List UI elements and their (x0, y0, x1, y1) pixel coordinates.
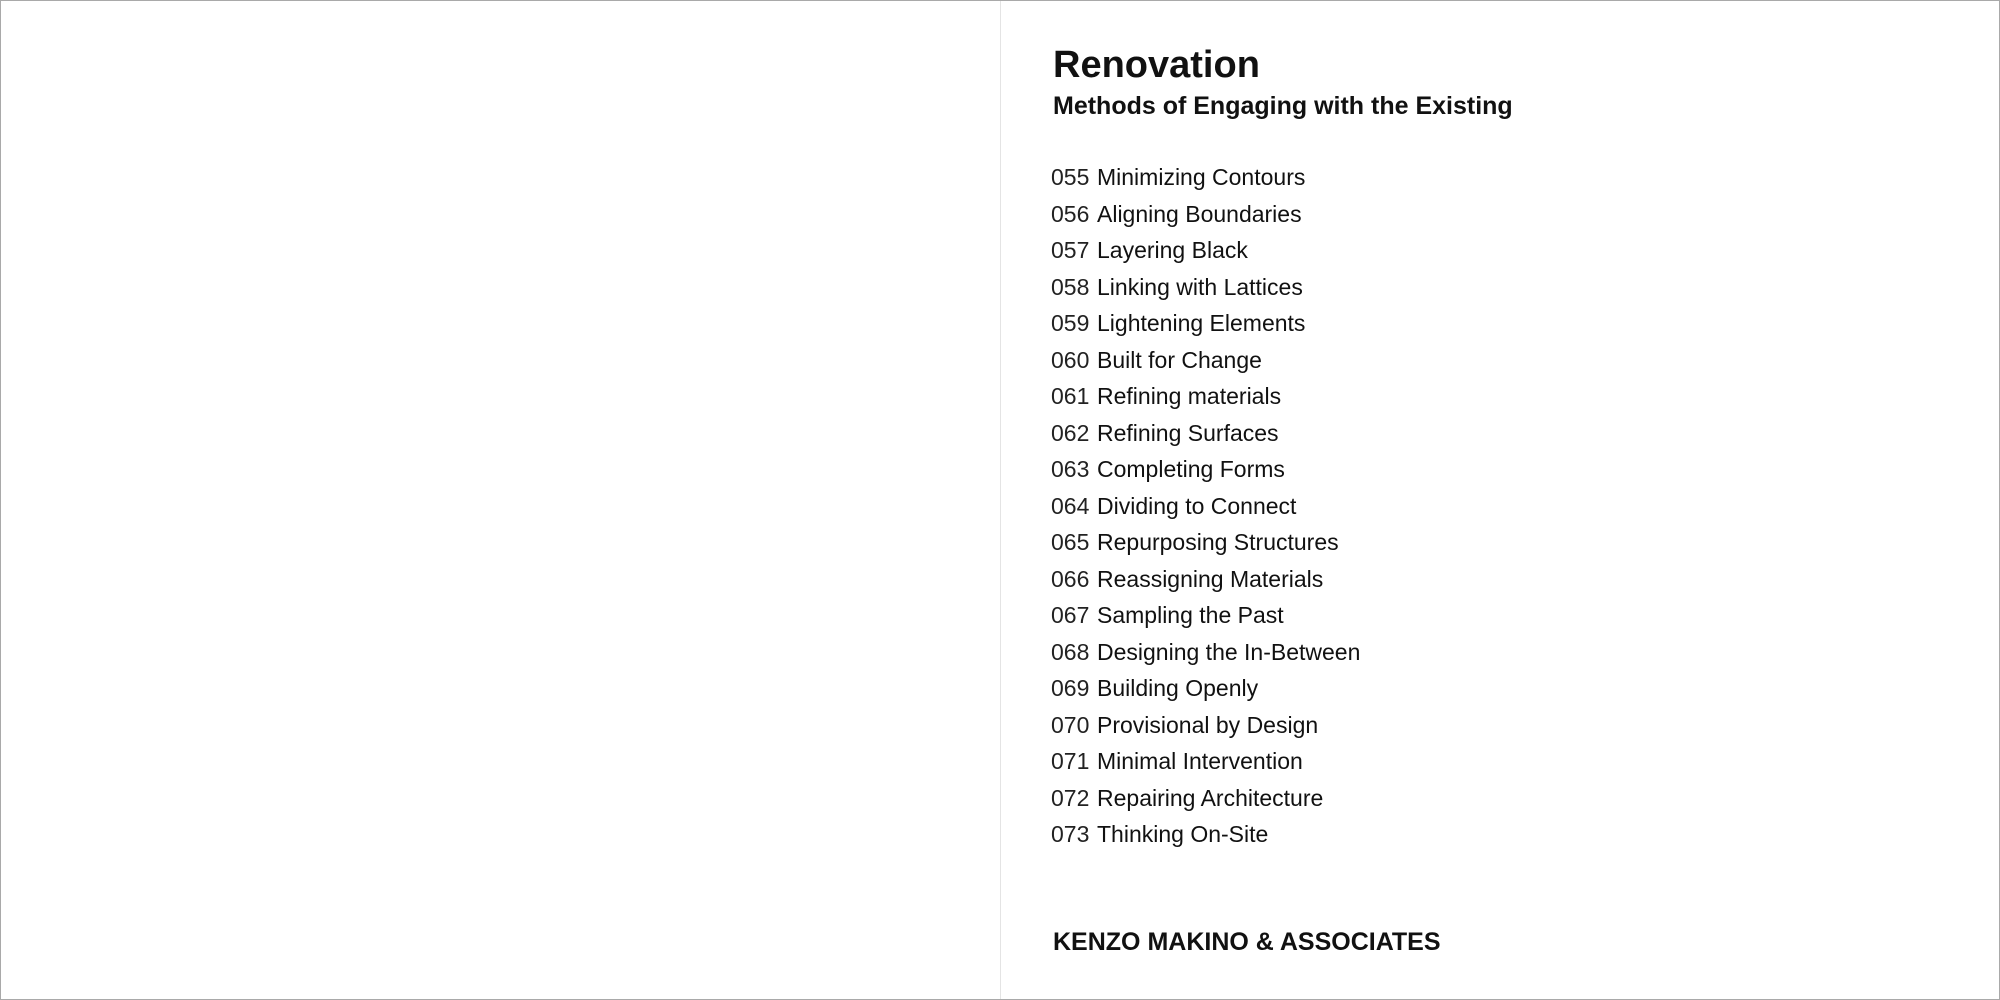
toc-item-label: Aligning Boundaries (1097, 200, 1302, 227)
toc-item (1051, 415, 1360, 452)
toc-item-label: Thinking On-Site (1097, 821, 1269, 847)
toc-item-number: 061 (1051, 383, 1090, 409)
toc-item-label: Repairing Architecture (1097, 784, 1324, 811)
toc-item (1051, 305, 1360, 342)
toc-item-label: Refining materials (1097, 383, 1282, 409)
toc-item-number: 069 (1051, 675, 1090, 701)
toc-item (1051, 634, 1360, 671)
toc-item-number: 060 (1051, 346, 1090, 373)
toc-item (1051, 670, 1360, 707)
toc-item-number: 056 (1051, 200, 1090, 227)
toc-item-number: 058 (1051, 273, 1090, 300)
book-title: Renovation (1053, 44, 1260, 86)
toc-item-label: Dividing to Connect (1097, 492, 1297, 519)
table-of-contents (1051, 159, 1360, 853)
toc-item (1051, 451, 1360, 488)
book-subtitle: Methods of Engaging with the Existing (1053, 92, 1513, 120)
toc-item (1051, 780, 1360, 817)
toc-item-label: Minimizing Contours (1097, 164, 1306, 190)
toc-item-label: Layering Black (1097, 237, 1248, 263)
publisher-name: KENZO MAKINO & ASSOCIATES (1053, 928, 1441, 956)
toc-item-label: Refining Surfaces (1097, 419, 1279, 446)
left-page-blank (1, 1, 1000, 999)
toc-item (1051, 378, 1360, 415)
toc-item (1051, 196, 1360, 233)
toc-item-label: Completing Forms (1097, 456, 1285, 482)
toc-item-label: Repurposing Structures (1097, 529, 1339, 555)
toc-item-number: 072 (1051, 784, 1090, 811)
toc-item-label: Reassigning Materials (1097, 565, 1324, 592)
toc-item-number: 055 (1051, 164, 1090, 190)
toc-item-number: 073 (1051, 821, 1090, 847)
toc-item-label: Sampling the Past (1097, 602, 1284, 628)
toc-item-number: 059 (1051, 310, 1090, 336)
toc-item-label: Designing the In-Between (1097, 638, 1361, 665)
toc-item (1051, 743, 1360, 780)
toc-item-number: 068 (1051, 638, 1090, 665)
toc-item (1051, 159, 1360, 196)
toc-item-number: 062 (1051, 419, 1090, 446)
toc-item-number: 057 (1051, 237, 1090, 263)
toc-item-label: Building Openly (1097, 675, 1259, 701)
toc-item (1051, 816, 1360, 853)
toc-item-number: 066 (1051, 565, 1090, 592)
toc-item (1051, 269, 1360, 306)
toc-item (1051, 707, 1360, 744)
toc-item-number: 065 (1051, 529, 1090, 555)
toc-item-label: Lightening Elements (1097, 310, 1306, 336)
toc-item (1051, 232, 1360, 269)
toc-item-number: 067 (1051, 602, 1090, 628)
toc-item (1051, 488, 1360, 525)
right-page (1001, 1, 1999, 999)
toc-item-label: Built for Change (1097, 346, 1262, 373)
toc-item-number: 071 (1051, 748, 1090, 774)
toc-item-number: 070 (1051, 711, 1090, 738)
toc-item-number: 064 (1051, 492, 1090, 519)
toc-item-label: Linking with Lattices (1097, 273, 1303, 300)
toc-item-label: Provisional by Design (1097, 711, 1319, 738)
toc-item (1051, 561, 1360, 598)
toc-item-number: 063 (1051, 456, 1090, 482)
toc-item (1051, 524, 1360, 561)
toc-item (1051, 342, 1360, 379)
toc-item (1051, 597, 1360, 634)
toc-item-label: Minimal Intervention (1097, 748, 1303, 774)
